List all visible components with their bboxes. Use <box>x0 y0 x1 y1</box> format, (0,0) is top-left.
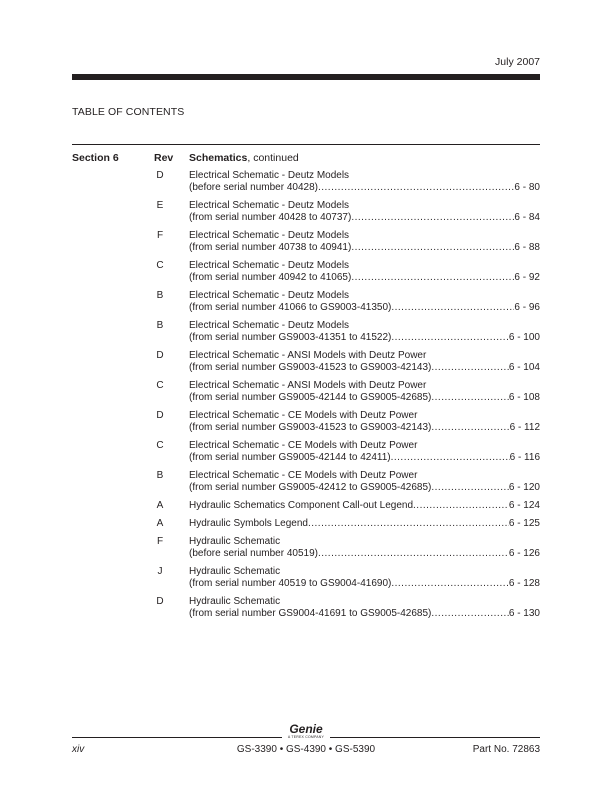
page-footer <box>72 744 540 758</box>
document-date: July 2007 <box>495 56 540 68</box>
entry-title: (before serial number 40428) <box>189 182 318 193</box>
toc-entry[interactable] <box>72 320 540 344</box>
entry-title: Electrical Schematic - Deutz Models <box>189 260 350 271</box>
dot-leader <box>391 578 509 590</box>
entry-page: 6 - 96 <box>514 302 540 313</box>
dot-leader <box>351 212 514 224</box>
chapter-heading <box>189 152 299 164</box>
entry-title: (before serial number 40519) <box>189 548 318 559</box>
entry-title: Hydraulic Schematics Component Call-out Legend <box>189 500 414 511</box>
entry-page: 6 - 80 <box>514 182 540 193</box>
entry-rev: F <box>156 230 164 241</box>
toc-entry[interactable] <box>72 230 540 254</box>
entry-page: 6 - 104 <box>508 362 540 373</box>
chapter-title-suffix: , continued <box>247 152 299 164</box>
entry-rev: A <box>156 500 164 511</box>
entry-title: Electrical Schematic - CE Models with Deutz Power <box>189 440 418 451</box>
entry-title: (from serial number 40428 to 40737) <box>189 212 352 223</box>
dot-leader <box>318 548 509 560</box>
entry-rev: D <box>156 596 164 607</box>
chapter-title: Schematics <box>189 152 248 164</box>
page-number: xiv <box>72 744 85 755</box>
toc-entry[interactable] <box>72 350 540 374</box>
dot-leader <box>391 332 509 344</box>
dot-leader <box>318 182 514 194</box>
toc-entry[interactable] <box>72 440 540 464</box>
genie-logo: Genie A TEREX COMPANY <box>282 723 330 741</box>
entry-page: 6 - 112 <box>509 422 540 433</box>
entry-rev: E <box>156 200 164 211</box>
part-number: Part No. 72863 <box>472 744 540 755</box>
entry-title: Hydraulic Symbols Legend <box>189 518 308 529</box>
dot-leader <box>413 500 509 512</box>
entry-page: 6 - 100 <box>508 332 540 343</box>
entry-page: 6 - 88 <box>514 242 540 253</box>
entry-rev: C <box>156 380 164 391</box>
dot-leader <box>431 482 509 494</box>
entry-title: Electrical Schematic - ANSI Models with Deutz Power <box>189 350 427 361</box>
dot-leader <box>391 452 510 464</box>
entry-title: Electrical Schematic - ANSI Models with Deutz Power <box>189 380 427 391</box>
entry-rev: J <box>157 566 163 577</box>
entry-page: 6 - 92 <box>514 272 540 283</box>
rev-column-label: Rev <box>154 152 174 164</box>
entry-page: 6 - 124 <box>508 500 540 511</box>
dot-leader <box>351 242 514 254</box>
entry-title: (from serial number GS9003-41523 to GS9003-42143) <box>189 422 432 433</box>
toc-entry[interactable] <box>72 290 540 314</box>
entry-title: Electrical Schematic - Deutz Models <box>189 320 350 331</box>
entry-title: (from serial number GS9005-42412 to GS9005-42685) <box>189 482 432 493</box>
entry-page: 6 - 130 <box>508 608 540 619</box>
entry-title: (from serial number GS9003-41351 to 41522) <box>189 332 392 343</box>
entry-title: Electrical Schematic - Deutz Models <box>189 290 350 301</box>
toc-column-header <box>72 152 540 166</box>
toc-entry[interactable] <box>72 470 540 494</box>
toc-entry[interactable] <box>72 380 540 404</box>
entry-rev: A <box>156 518 164 529</box>
toc-entry[interactable] <box>72 596 540 620</box>
entry-page: 6 - 126 <box>508 548 540 559</box>
entry-rev: D <box>156 170 164 181</box>
entry-title: (from serial number 40738 to 40941) <box>189 242 352 253</box>
toc-entry[interactable] <box>72 536 540 560</box>
entry-title: Electrical Schematic - CE Models with Deutz Power <box>189 470 418 481</box>
toc-entry[interactable] <box>72 500 540 512</box>
entry-title: (from serial number 41066 to GS9003-41350) <box>189 302 392 313</box>
entry-page: 6 - 120 <box>508 482 540 493</box>
entry-page: 6 - 125 <box>508 518 540 529</box>
entry-title: (from serial number GS9005-42144 to 42411) <box>189 452 391 463</box>
entry-page: 6 - 108 <box>508 392 540 403</box>
entry-title: (from serial number GS9005-42144 to GS9005-42685) <box>189 392 432 403</box>
entry-page: 6 - 84 <box>514 212 540 223</box>
entry-title: Hydraulic Schematic <box>189 596 281 607</box>
entry-rev: D <box>156 350 164 361</box>
model-list: GS-3390 • GS-4390 • GS-5390 <box>236 744 376 755</box>
entry-rev: D <box>156 410 164 421</box>
entry-title: (from serial number GS9004-41691 to GS9005-42685) <box>189 608 432 619</box>
entry-rev: F <box>156 536 164 547</box>
entry-rev: B <box>156 470 164 481</box>
toc-entry[interactable] <box>72 200 540 224</box>
dot-leader <box>431 362 509 374</box>
entry-title: Hydraulic Schematic <box>189 536 281 547</box>
toc-entry-list <box>72 170 540 626</box>
entry-page: 6 - 116 <box>509 452 540 463</box>
dot-leader <box>308 518 509 530</box>
toc-title: TABLE OF CONTENTS <box>72 106 185 118</box>
dot-leader <box>431 422 509 434</box>
entry-title: Electrical Schematic - CE Models with Deutz Power <box>189 410 418 421</box>
header-bar <box>72 74 540 80</box>
entry-title: (from serial number GS9003-41523 to GS9003-42143) <box>189 362 432 373</box>
header-divider <box>72 144 540 145</box>
entry-title: Electrical Schematic - Deutz Models <box>189 230 350 241</box>
toc-entry[interactable] <box>72 566 540 590</box>
toc-entry[interactable] <box>72 410 540 434</box>
entry-title: (from serial number 40519 to GS9004-41690) <box>189 578 392 589</box>
section-label: Section 6 <box>72 152 119 164</box>
entry-title: Hydraulic Schematic <box>189 566 281 577</box>
dot-leader <box>391 302 514 314</box>
entry-rev: C <box>156 260 164 271</box>
entry-rev: B <box>156 290 164 301</box>
toc-entry[interactable] <box>72 518 540 530</box>
dot-leader <box>431 392 509 404</box>
dot-leader <box>431 608 509 620</box>
entry-title: (from serial number 40942 to 41065) <box>189 272 352 283</box>
entry-rev: B <box>156 320 164 331</box>
entry-rev: C <box>156 440 164 451</box>
dot-leader <box>351 272 514 284</box>
entry-title: Electrical Schematic - Deutz Models <box>189 200 350 211</box>
toc-entry[interactable] <box>72 170 540 194</box>
entry-title: Electrical Schematic - Deutz Models <box>189 170 350 181</box>
toc-entry[interactable] <box>72 260 540 284</box>
entry-page: 6 - 128 <box>508 578 540 589</box>
